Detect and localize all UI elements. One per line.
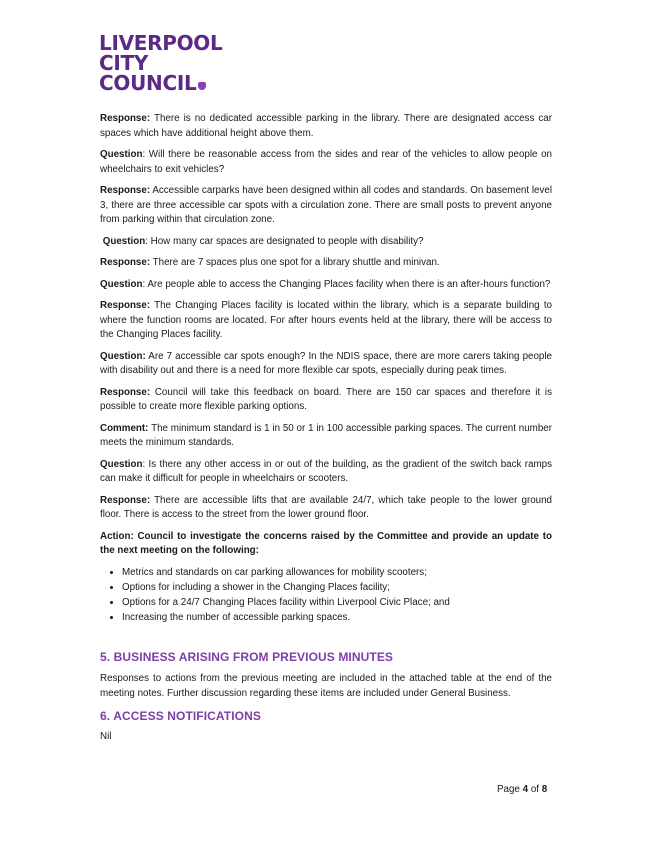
qa-paragraph [100,278,552,293]
qa-text: : How many car spaces are designated to people with disability? [145,235,424,247]
qa-label: Question [102,235,146,247]
qa-label: Response: [100,257,151,268]
qa-paragraph [100,256,552,271]
section-6-body: Nil [100,731,112,742]
heart-icon [198,82,206,90]
page-word: Page [497,784,520,795]
list-item: • Options for including a shower in the Changing Places facility; [122,580,552,595]
total-pages: 8 [541,784,548,795]
qa-text: Council will take this feedback on board. There are 150 car spaces and therefore it is possible to create more flexible parking options. [100,386,552,412]
list-item: • Metrics and standards on car parking allowances for mobility scooters; [122,565,552,580]
section-6-heading: 6. ACCESS NOTIFICATIONS [100,709,261,723]
qa-text: : Are people able to access the Changing Places facility when there is an after-hours function? [142,278,551,290]
qa-label: Question: [100,350,146,362]
qa-label: Question [100,458,143,470]
qa-label: Response: [100,386,151,398]
logo-line-2: CITY [99,51,149,75]
action-list [100,565,552,626]
qa-paragraph [100,494,552,523]
qa-label: Response: [100,494,151,506]
qa-label: Question [100,149,143,160]
current-page: 4 [522,784,529,795]
qa-paragraph [100,299,552,343]
qa-label: Response: [100,300,151,311]
qa-text: Are 7 accessible car spots enough? In the NDIS space, there are more carers taking people with disability out and there is a need for more flexible car spots, especially during peak times. [100,350,552,376]
qa-text: : Is there any other access in or out of the building, as the gradient of the switch back ramps can make it difficult for people in wheelchairs or scooters. [100,458,552,484]
of-word: of [530,784,539,795]
qa-label: Response: [100,113,151,124]
logo-line-1: LIVERPOOL [99,31,223,55]
section-5-body: Responses to actions from the previous meeting are included in the attached table at the end of the meeting notes. Further discussion regarding these items are included under General Business. [100,673,552,699]
qa-paragraph [100,386,552,415]
minutes-body [100,112,552,626]
section-5-heading: 5. BUSINESS ARISING FROM PREVIOUS MINUTES [100,650,394,664]
qa-label: Response: [100,185,151,196]
qa-paragraph [100,350,552,379]
qa-text: : Will there be reasonable access from the sides and rear of the vehicles to allow people on wheelchairs to exit vehicles? [100,149,552,175]
action-statement: Action: Council to investigate the concerns raised by the Committee and provide an update to the next meeting on the following: [100,530,552,556]
list-item: • Increasing the number of accessible parking spaces. [122,610,552,625]
qa-paragraph [100,422,552,451]
page-number [497,784,547,795]
qa-paragraph [100,148,552,177]
qa-paragraph [100,112,552,141]
qa-paragraph [100,235,552,250]
qa-paragraph [100,184,552,228]
qa-label: Question [100,278,143,290]
qa-paragraph [100,458,552,487]
qa-text: There are 7 spaces plus one spot for a library shuttle and minivan. [152,257,440,268]
list-item: • Options for a 24/7 Changing Places facility within Liverpool Civic Place; and [122,595,552,610]
qa-text: Accessible carparks have been designed within all codes and standards. On basement level 3, there are three accessible car spots with a circulation zone. There are small posts to prevent anyone from parking within that circulation zone. [100,185,553,225]
logo-line-3: COUNCIL [99,71,197,95]
qa-text: There is no dedicated accessible parking in the library. There are designated access car spaces which have additional height above them. [100,113,552,139]
liverpool-city-council-logo [99,33,239,93]
qa-label: Comment: [100,422,149,434]
qa-text: The minimum standard is 1 in 50 or 1 in 100 accessible parking spaces. The current number meets the minimum standards. [100,422,553,448]
qa-text: There are accessible lifts that are available 24/7, which take people to the lower ground floor. There is access to the street from the lower ground floor. [100,494,553,520]
qa-text: The Changing Places facility is located within the library, which is a separate building to where the function rooms are located. For after hours events held at the library, there will be access to the Changing Places facility. [100,300,552,340]
